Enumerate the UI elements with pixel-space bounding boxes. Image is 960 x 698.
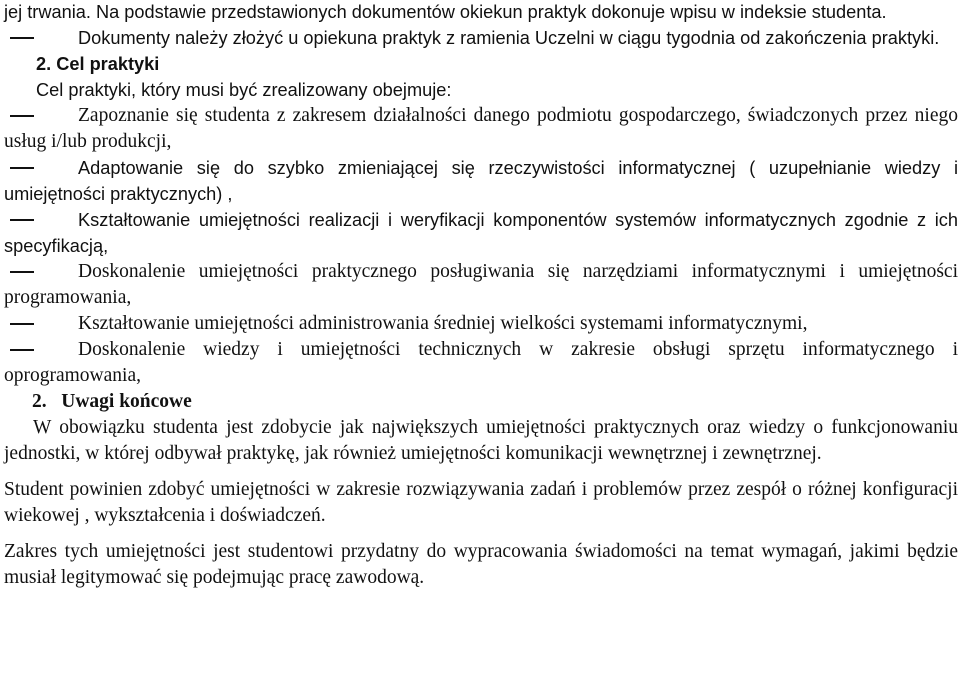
dash-bullet (10, 115, 34, 117)
dash-bullet (10, 271, 34, 273)
remarks-paragraph: Student powinien zdobyć umiejętności w zakresie rozwiązywania zadań i problemów przez zespół o różnej konfiguracji wiekowej , wykształcenia i doświadczeń. (4, 479, 958, 526)
dash-bullet (10, 219, 34, 221)
dash-bullet (10, 323, 34, 325)
documents-note: Dokumenty należy złożyć u opiekuna praktyk z ramienia Uczelni w ciągu tygodnia od zakończenia praktyki. (4, 25, 958, 51)
section-heading-remarks (4, 389, 958, 415)
intro-paragraph: jej trwania. Na podstawie przedstawionych dokumentów okiekun praktyk dokonuje wpisu w indeksie studenta. (4, 2, 887, 22)
goal-intro: Cel praktyki, który musi być zrealizowany obejmuje: (36, 80, 452, 100)
goal-item: Kształtowanie umiejętności realizacji i weryfikacji komponentów systemów informatycznych zgodnie z ich specyfikacją, (4, 210, 958, 256)
remarks-paragraph: Zakres tych umiejętności jest studentowi przydatny do wypracowania świadomości na temat wymagań, jakimi będzie musiał legitymować się podejmując pracę zawodową. (4, 541, 958, 588)
goal-item: Zapoznanie się studenta z zakresem działalności danego podmiotu gospodarczego, świadczonych przez niego usług i/lub produkcji, (4, 105, 958, 152)
dash-bullet (10, 37, 34, 39)
dash-bullet (10, 349, 34, 351)
goal-item: Doskonalenie wiedzy i umiejętności technicznych w zakresie obsługi sprzętu informatycznego i oprogramowania, (4, 339, 958, 386)
section-heading-goal: 2. Cel praktyki (36, 54, 160, 74)
goal-item: Doskonalenie umiejętności praktycznego posługiwania się narzędziami informatycznymi i umiejętności programowania, (4, 261, 958, 308)
document-page (4, 0, 958, 591)
section-number: 2. (32, 391, 47, 412)
remarks-paragraph: W obowiązku studenta jest zdobycie jak największych umiejętności praktycznych oraz wiedzy o funkcjonowaniu jednostki, w której odbywał praktykę, jak również umiejętności komunikacji wewnętrznej i zewnętrznej. (4, 417, 958, 464)
section-title: Uwagi końcowe (61, 391, 192, 412)
goal-item: Adaptowanie się do szybko zmieniającej się rzeczywistości informatycznej ( uzupełnianie wiedzy i umiejętności praktycznych) , (4, 158, 958, 204)
goal-item: Kształtowanie umiejętności administrowania średniej wielkości systemami informatycznymi, (4, 311, 958, 337)
dash-bullet (10, 167, 34, 169)
